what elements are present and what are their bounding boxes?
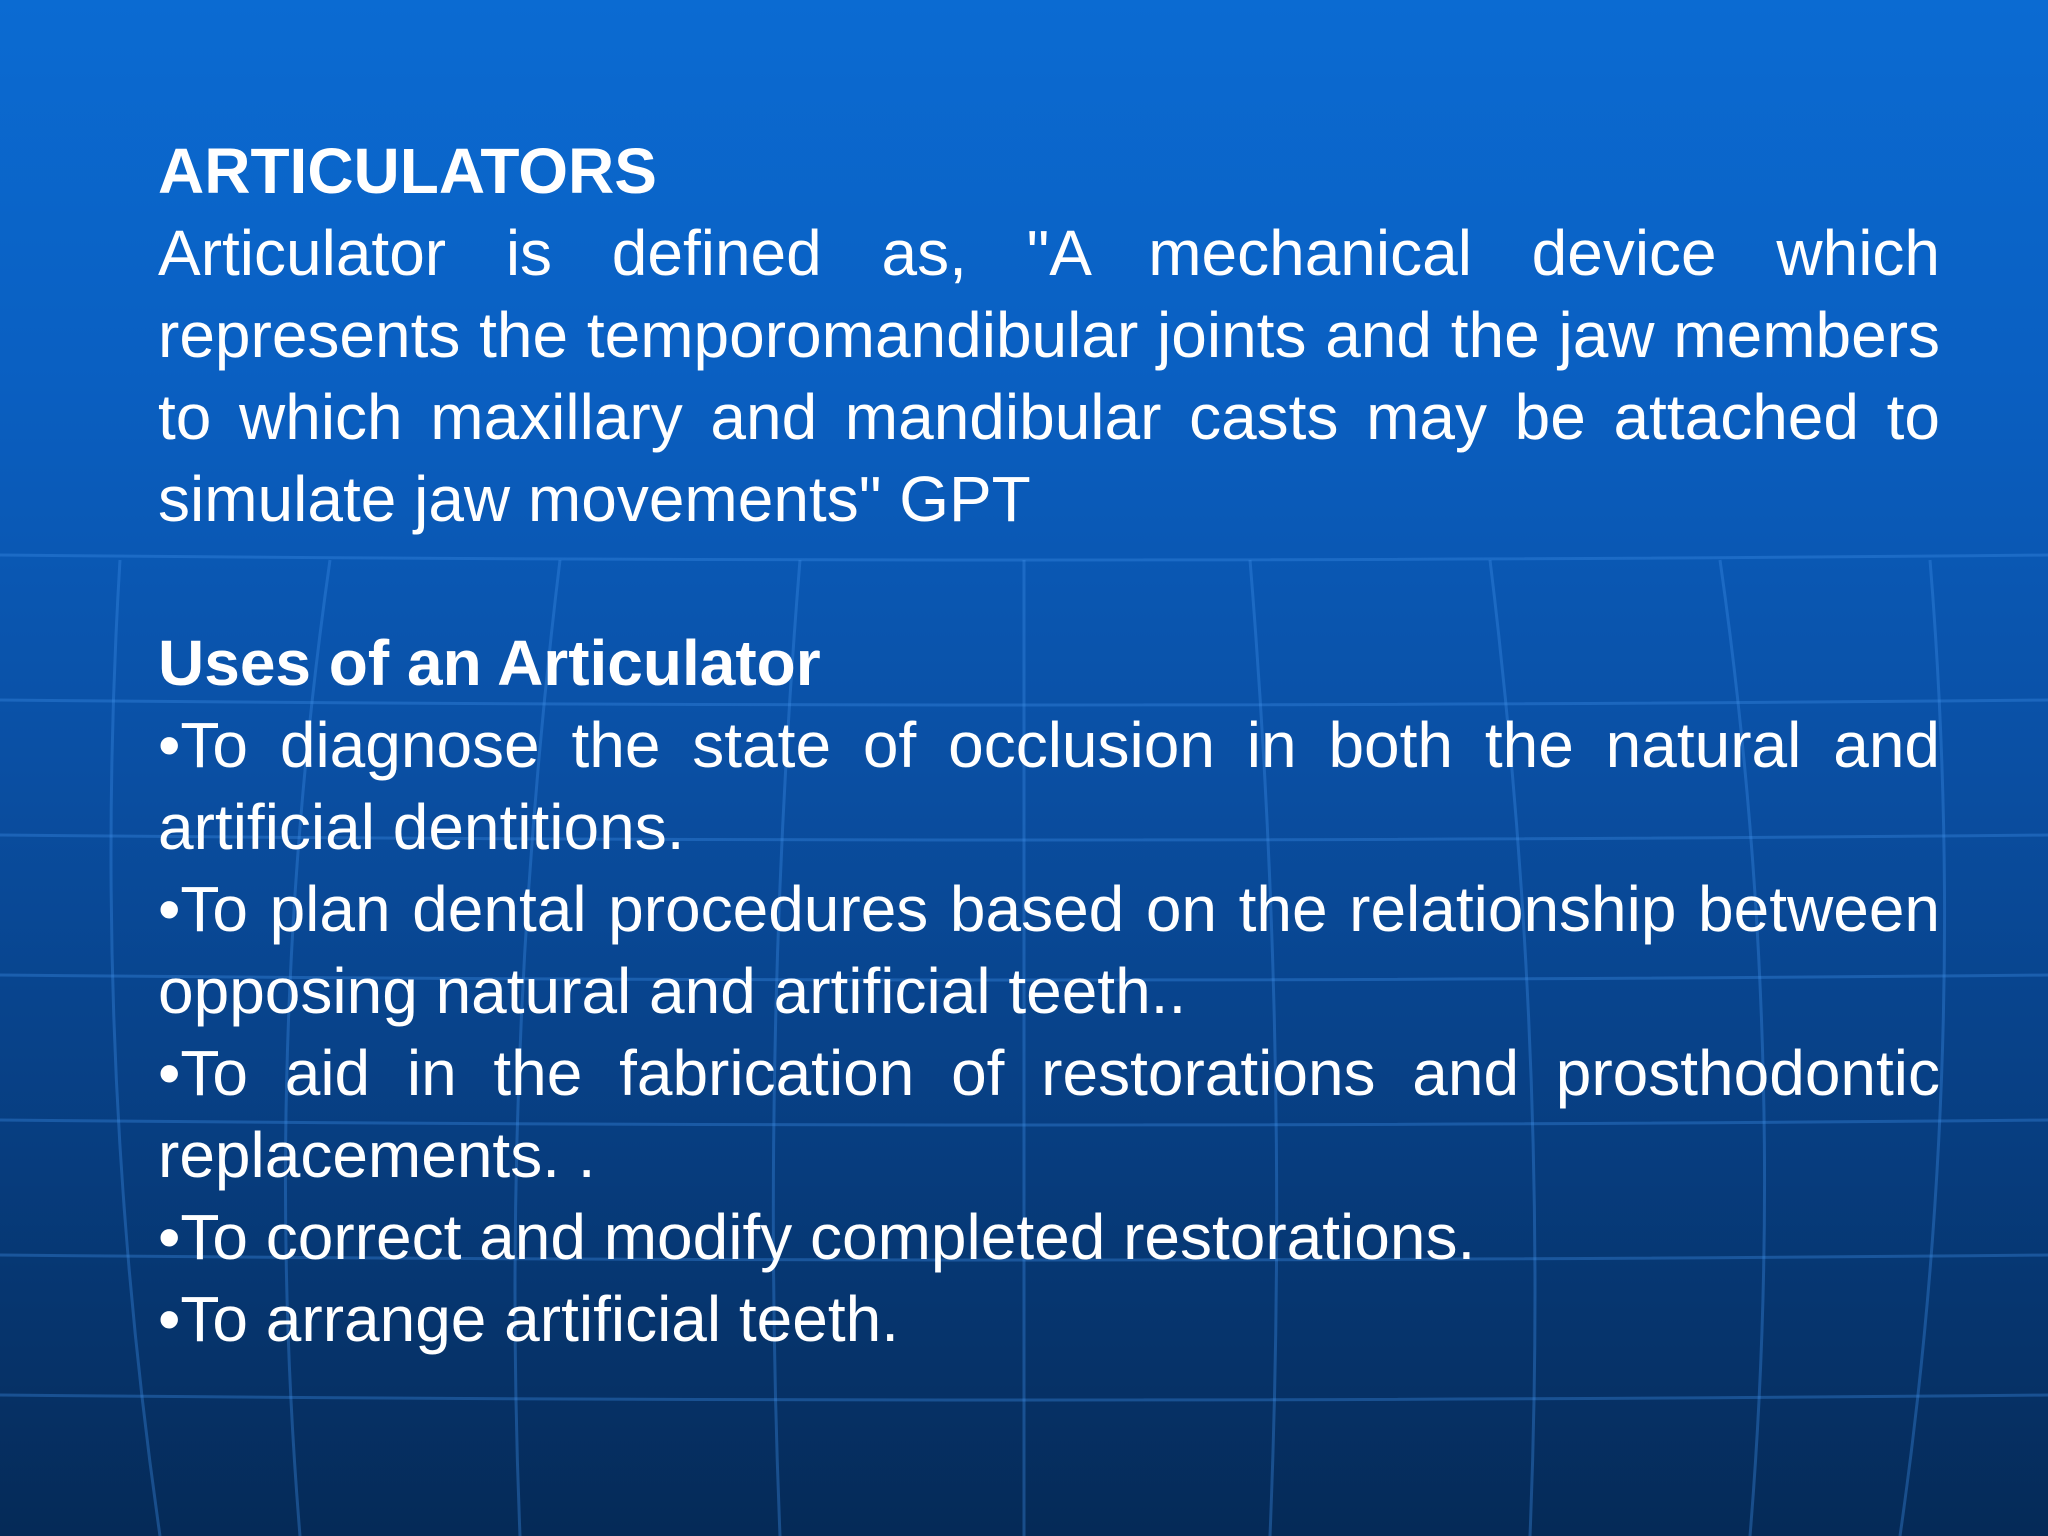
uses-heading: Uses of an Articulator xyxy=(158,627,821,699)
definition-text: Articulator is defined as, "A mechanical device which represents the temporomandibular joints and the jaw members to which maxillary and mandibular casts may be attached to simulate jaw movements" GPT xyxy=(158,217,1940,535)
use-item: •To arrange artificial teeth. xyxy=(158,1283,899,1355)
slide-content xyxy=(158,130,1940,1360)
use-item: •To diagnose the state of occlusion in both the natural and artificial dentitions. xyxy=(158,709,1940,863)
slide-title: ARTICULATORS xyxy=(158,135,657,207)
spacer xyxy=(158,540,1940,622)
use-item: •To aid in the fabrication of restorations and prosthodontic replacements. . xyxy=(158,1037,1940,1191)
use-item: •To correct and modify completed restorations. xyxy=(158,1201,1476,1273)
use-item: •To plan dental procedures based on the relationship between opposing natural and artificial teeth.. xyxy=(158,873,1940,1027)
